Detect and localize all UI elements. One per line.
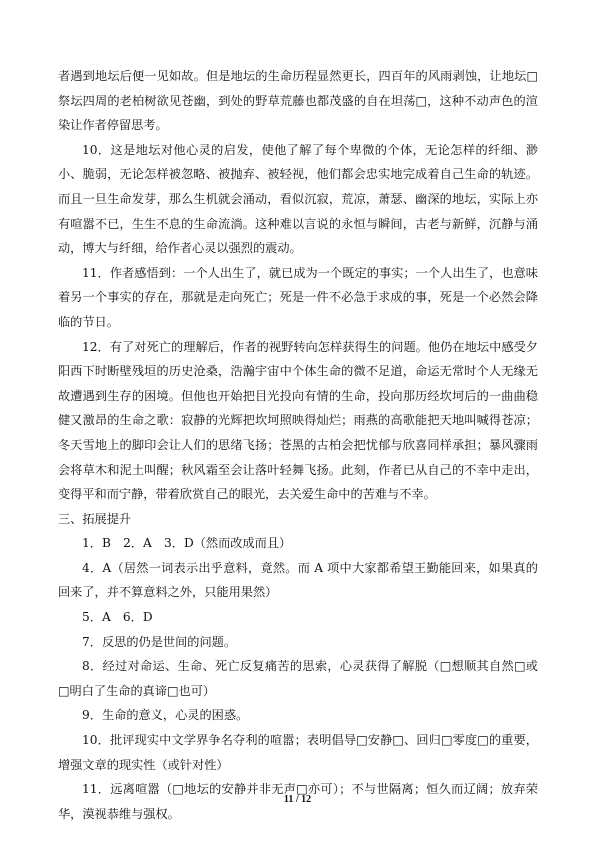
answer-7: 7．反思的仍是世间的问题。 [82,634,237,649]
page-number: 11 / 12 [283,794,312,805]
paragraph-continuation: 者遇到地坛后便一见如故。但是地坛的生命历程显然更长，四百年的风雨剥蚀，让地坛□祭坛四周的老柏树欲见苍幽，到处的野草荒藤也都茂盛的自在坦荡□，这种不动声色的渲染让作者停留思考。 [58,69,538,133]
answer-1-3: 1．B 2．A 3．D（然而改成而且） [82,536,292,551]
answer-9: 9．生命的意义，心灵的困惑。 [82,708,249,723]
paragraph-11: 11．作者感悟到：一个人出生了，就已成为一个既定的事实；一个人出生了，也意味着另一个事实的存在，那就是走向死亡；死是一件不必急于求成的事，死是一个必然会降临的节日。 [58,265,538,329]
document-body [58,64,538,826]
answer-10: 10．批评现实中文学界争名夺利的喧嚣；表明倡导□安静□、回归□零度□的重要，增强文章的现实性（或针对性） [58,733,538,772]
answer-5-6: 5．A 6．D [82,610,153,625]
paragraph-12: 12．有了对死亡的理解后，作者的视野转向怎样获得生的问题。他仍在地坛中感受夕阳西下时断壁残垣的历史沧桑，浩瀚宇宙中个体生命的微不足道，命运无常时个人无缘无故遭遇到生存的困境。但他也开始把目光投向有情的生命，投向那历经坎坷后的一曲曲稳健又激昂的生命之歌：寂静的光辉把坎坷照映得灿烂；雨燕的高歌能把天地叫喊得苍凉；冬天雪地上的脚印会让人们的思绪飞扬；苍黑的古柏会把忧郁与欣喜同样承担；暴风骤雨会将草木和泥土叫醒；秋风霜至会让落叶轻舞飞扬。此刻，作者已从自己的不幸中走出，变得平和而宁静，带着欣赏自己的眼光，去关爱生命中的苦难与不幸。 [58,339,538,502]
answer-11: 11．远离喧嚣（□地坛的安静并非无声□亦可）；不与世隔离；恒久而辽阔；放弃荣华，漠视恭维与强权。 [58,782,538,821]
answer-4: 4．A（居然一词表示出乎意料，竟然。而 A 项中大家都希望王勤能回来，如果真的回来了，并不算意料之外，只能用果然） [58,560,538,600]
answer-8: 8．经过对命运、生命、死亡反复痛苦的思索，心灵获得了解脱（□想顺其自然□或□明白了生命的真谛□也可） [58,659,538,698]
paragraph-10: 10．这是地坛对他心灵的启发，使他了解了每个卑微的个体，无论怎样的纤细、渺小、脆弱，无论怎样被忽略、被抛弃、被轻视，他们都会忠实地完成着自己生命的轨迹。而且一旦生命发芽，那么生机就会涌动，看似沉寂，荒凉，萧瑟、幽深的地坛，实际上亦有喧嚣不已，生生不息的生命流淌。这种难以言说的永恒与瞬间，古老与新鲜，沉静与涌动，博大与纤细，给作者心灵以强烈的震动。 [58,142,538,256]
section-title: 三、拓展提升 [58,511,132,526]
